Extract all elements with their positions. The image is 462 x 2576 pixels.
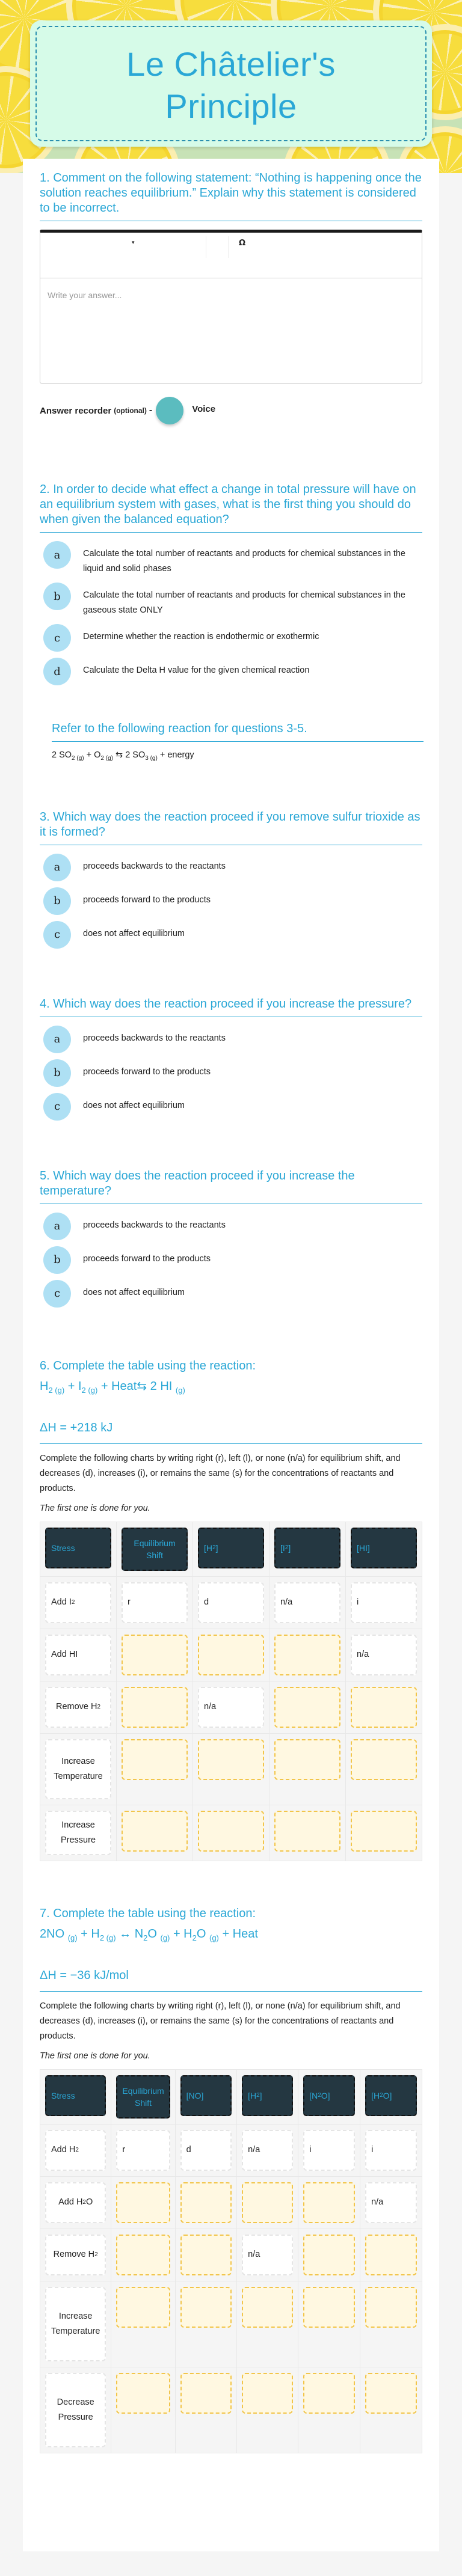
h2-input[interactable] bbox=[198, 1739, 264, 1780]
header-no: [NO] bbox=[180, 2075, 232, 2116]
table-row bbox=[40, 1681, 422, 1733]
header-equilibrium-shift: Equilibrium Shift bbox=[116, 2075, 170, 2119]
option-b[interactable] bbox=[43, 583, 422, 618]
option-text: does not affect equilibrium bbox=[83, 928, 185, 938]
option-text: proceeds forward to the products bbox=[83, 895, 211, 905]
header-h2: [H 2 ] bbox=[242, 2075, 293, 2116]
h2-cell: n/a bbox=[242, 2130, 293, 2171]
question-title: 7. Complete the table using the reaction: bbox=[40, 1906, 256, 1920]
option-text: does not affect equilibrium bbox=[83, 1100, 185, 1110]
h2o-input[interactable] bbox=[365, 2373, 417, 2414]
question-title: 3. Which way does the reaction proceed if you remove sulfur trioxide as it is formed? bbox=[40, 810, 422, 845]
option-a[interactable] bbox=[43, 854, 422, 881]
option-b[interactable] bbox=[43, 887, 422, 915]
stress-cell: Remove H 2 bbox=[45, 1687, 111, 1728]
question-6 bbox=[40, 1356, 422, 1861]
header-h2o: [H 2 O] bbox=[365, 2075, 417, 2116]
table-q7 bbox=[40, 2069, 422, 2453]
header-hi: [HI] bbox=[351, 1528, 417, 1568]
header-banner bbox=[0, 0, 462, 173]
chevron-down-icon[interactable]: ▾ bbox=[132, 240, 135, 246]
stress-cell: Remove H 2 bbox=[45, 2235, 106, 2275]
question-title: 1. Comment on the following statement: “Nothing is happening once the solution reaches equilibrium.” Explain why this statement is considered to be incorrect. bbox=[40, 171, 422, 221]
header-h2: [H 2 ] bbox=[198, 1528, 264, 1568]
no-input[interactable] bbox=[180, 2182, 232, 2223]
no-input[interactable] bbox=[180, 2235, 232, 2275]
table-row bbox=[40, 1629, 422, 1681]
table-row bbox=[40, 2229, 422, 2281]
toolbar-divider bbox=[228, 236, 229, 258]
header-n2o: [N 2 O] bbox=[303, 2075, 355, 2116]
shift-input[interactable] bbox=[122, 1811, 188, 1852]
stress-cell: Add H 2 O bbox=[45, 2182, 106, 2223]
option-letter[interactable]: a bbox=[43, 854, 71, 881]
stress-cell: Add I 2 bbox=[45, 1582, 111, 1623]
voice-label: Voice bbox=[192, 403, 216, 414]
instructions: Complete the following charts by writing right (r), left (l), or none (n/a) for equilibrium shift, and decreases (d), increases (i), or remains the same (s) for the concentrations of reactants and products. bbox=[40, 1453, 401, 1493]
shift-input[interactable] bbox=[116, 2373, 170, 2414]
option-letter[interactable]: d bbox=[43, 658, 71, 685]
question-2 bbox=[40, 482, 422, 685]
shift-cell: r bbox=[122, 1582, 188, 1623]
question-title: 4. Which way does the reaction proceed if you increase the pressure? bbox=[40, 997, 422, 1017]
stress-cell: Add H 2 bbox=[45, 2130, 106, 2171]
reaction-equation: 2 $SO_{2 (g)} + O_{2 (g)}$ ⇆ 2 $SO_{3 (g)}$ + energy bbox=[52, 750, 194, 762]
table-row bbox=[40, 2367, 422, 2453]
question-4 bbox=[40, 997, 422, 1121]
no-input[interactable] bbox=[180, 2373, 232, 2414]
h2-input[interactable] bbox=[242, 2182, 293, 2223]
i2-input[interactable] bbox=[274, 1687, 340, 1728]
stress-cell: Increase Temperature bbox=[45, 1739, 111, 1799]
editor-toolbar bbox=[40, 233, 422, 278]
option-text: Calculate the Delta H value for the given chemical reaction bbox=[83, 665, 310, 675]
header-stress: Stress bbox=[45, 1528, 111, 1568]
question-title: 2. In order to decide what effect a change in total pressure will have on an equilibrium system with gases, what is the first thing you should do when given the balanced equation? bbox=[40, 482, 422, 533]
reaction-equation: $H_{2 (g)} + I_{2 (g)}$ + Heat⇆ 2 HI $_{(g)}$ bbox=[40, 1379, 185, 1395]
option-letter[interactable]: c bbox=[43, 1280, 71, 1308]
h2o-input[interactable] bbox=[365, 2235, 417, 2275]
n2o-input[interactable] bbox=[303, 2182, 355, 2223]
n2o-input[interactable] bbox=[303, 2373, 355, 2414]
stress-cell: Increase Pressure bbox=[45, 1811, 111, 1855]
delta-h: ΔH = +218 kJ bbox=[40, 1421, 422, 1444]
page-title: Le Châtelier's Principle bbox=[126, 45, 336, 125]
n2o-cell: i bbox=[303, 2130, 355, 2171]
shift-input[interactable] bbox=[116, 2235, 170, 2275]
option-text: does not affect equilibrium bbox=[83, 1287, 185, 1297]
hi-input[interactable] bbox=[351, 1739, 417, 1780]
i2-input[interactable] bbox=[274, 1811, 340, 1852]
record-voice-button[interactable] bbox=[156, 397, 183, 424]
table-row bbox=[40, 1805, 422, 1861]
shift-input[interactable] bbox=[122, 1739, 188, 1780]
hi-cell: i bbox=[351, 1582, 417, 1623]
question-title: 6. Complete the table using the reaction: bbox=[40, 1359, 256, 1372]
table-row bbox=[40, 2124, 422, 2176]
header-equilibrium-shift: Equilibrium Shift bbox=[122, 1528, 188, 1571]
option-letter[interactable]: c bbox=[43, 921, 71, 949]
no-cell: d bbox=[180, 2130, 232, 2171]
h2-cell: n/a bbox=[198, 1687, 264, 1728]
h2-input[interactable] bbox=[198, 1811, 264, 1852]
option-a[interactable] bbox=[43, 1213, 422, 1240]
n2o-input[interactable] bbox=[303, 2287, 355, 2328]
question-7 bbox=[40, 1903, 422, 2453]
table-q6 bbox=[40, 1522, 422, 1861]
h2-cell: d bbox=[198, 1582, 264, 1623]
stress-cell: Increase Temperature bbox=[45, 2287, 106, 2361]
h2-cell: n/a bbox=[242, 2235, 293, 2275]
h2o-cell: n/a bbox=[365, 2182, 417, 2223]
stress-cell: Add HI bbox=[45, 1635, 111, 1675]
n2o-input[interactable] bbox=[303, 2235, 355, 2275]
option-c[interactable] bbox=[43, 921, 422, 949]
option-text: proceeds backwards to the reactants bbox=[83, 1033, 226, 1043]
option-letter[interactable]: b bbox=[43, 1246, 71, 1274]
shift-input[interactable] bbox=[116, 2287, 170, 2328]
h2-input[interactable] bbox=[198, 1635, 264, 1675]
i2-cell: n/a bbox=[274, 1582, 340, 1623]
header-i2: [I 2 ] bbox=[274, 1528, 340, 1568]
shift-input[interactable] bbox=[122, 1635, 188, 1675]
header-stress: Stress bbox=[45, 2075, 106, 2116]
option-c[interactable] bbox=[43, 1093, 422, 1121]
shift-input[interactable] bbox=[122, 1687, 188, 1728]
no-input[interactable] bbox=[180, 2287, 232, 2328]
h2-input[interactable] bbox=[242, 2287, 293, 2328]
first-done-note: The first one is done for you. bbox=[40, 2051, 150, 2061]
reaction-equation: 2NO $_{(g)} + H_{2 (g)}$ ↔ $N_2O$ $_{(g)} + H_2O$ $_{(g)}$ + Heat bbox=[40, 1927, 258, 1942]
delta-h: ΔH = −36 kJ/mol bbox=[40, 1969, 422, 1992]
question-1 bbox=[40, 171, 422, 424]
option-text: Calculate the total number of reactants and products for chemical substances in the gaseous state ONLY bbox=[83, 590, 405, 615]
option-letter[interactable]: c bbox=[43, 1093, 71, 1121]
h2o-input[interactable] bbox=[365, 2287, 417, 2328]
option-letter[interactable]: a bbox=[43, 1213, 71, 1240]
option-d[interactable] bbox=[43, 658, 422, 685]
option-text: proceeds forward to the products bbox=[83, 1066, 211, 1077]
hi-cell: n/a bbox=[351, 1635, 417, 1675]
option-b[interactable] bbox=[43, 1059, 422, 1087]
table-row bbox=[40, 1733, 422, 1805]
answer-editor bbox=[40, 230, 422, 384]
option-letter[interactable]: b bbox=[43, 583, 71, 610]
i2-input[interactable] bbox=[274, 1635, 340, 1675]
hi-input[interactable] bbox=[351, 1811, 417, 1852]
option-letter[interactable]: a bbox=[43, 541, 71, 569]
i2-input[interactable] bbox=[274, 1739, 340, 1780]
hi-input[interactable] bbox=[351, 1687, 417, 1728]
option-letter[interactable]: b bbox=[43, 887, 71, 915]
title-card bbox=[30, 20, 432, 147]
option-letter[interactable]: b bbox=[43, 1059, 71, 1087]
option-b[interactable] bbox=[43, 1246, 422, 1274]
instructions: Complete the following charts by writing right (r), left (l), or none (n/a) for equilibrium shift, and decreases (d), increases (i), or remains the same (s) for the concentrations of reactants and products. bbox=[40, 2001, 401, 2041]
option-letter[interactable]: a bbox=[43, 1026, 71, 1053]
option-text: proceeds backwards to the reactants bbox=[83, 1220, 226, 1230]
question-3 bbox=[40, 810, 422, 949]
answer-recorder: Answer recorder (optional) - Voice bbox=[40, 397, 422, 424]
h2o-cell: i bbox=[365, 2130, 417, 2171]
reference-reaction bbox=[52, 721, 424, 762]
first-done-note: The first one is done for you. bbox=[40, 1503, 150, 1513]
table-row bbox=[40, 2176, 422, 2229]
worksheet-card bbox=[23, 159, 439, 2551]
option-c[interactable] bbox=[43, 624, 422, 652]
option-text: proceeds forward to the products bbox=[83, 1253, 211, 1264]
shift-cell: r bbox=[116, 2130, 170, 2171]
table-header-row bbox=[40, 1522, 422, 1576]
recorder-label: Answer recorder bbox=[40, 405, 112, 416]
answer-input[interactable] bbox=[40, 278, 422, 381]
option-text: proceeds backwards to the reactants bbox=[83, 861, 226, 871]
recorder-optional: (optional) bbox=[114, 406, 147, 415]
question-title: 5. Which way does the reaction proceed if you increase the temperature? bbox=[40, 1169, 422, 1204]
shift-input[interactable] bbox=[116, 2182, 170, 2223]
question-5 bbox=[40, 1169, 422, 1308]
reference-title: Refer to the following reaction for questions 3-5. bbox=[52, 721, 424, 742]
table-row bbox=[40, 1576, 422, 1629]
option-a[interactable] bbox=[43, 1026, 422, 1053]
h2-input[interactable] bbox=[242, 2373, 293, 2414]
special-character-icon[interactable]: Ω bbox=[239, 239, 246, 248]
option-letter[interactable]: c bbox=[43, 624, 71, 652]
option-a[interactable] bbox=[43, 541, 422, 577]
table-row bbox=[40, 2281, 422, 2367]
table-header-row bbox=[40, 2069, 422, 2124]
option-text: Calculate the total number of reactants and products for chemical substances in the liquid and solid phases bbox=[83, 549, 405, 574]
option-c[interactable] bbox=[43, 1280, 422, 1308]
stress-cell: Decrease Pressure bbox=[45, 2373, 106, 2447]
option-text: Determine whether the reaction is endothermic or exothermic bbox=[83, 632, 319, 641]
